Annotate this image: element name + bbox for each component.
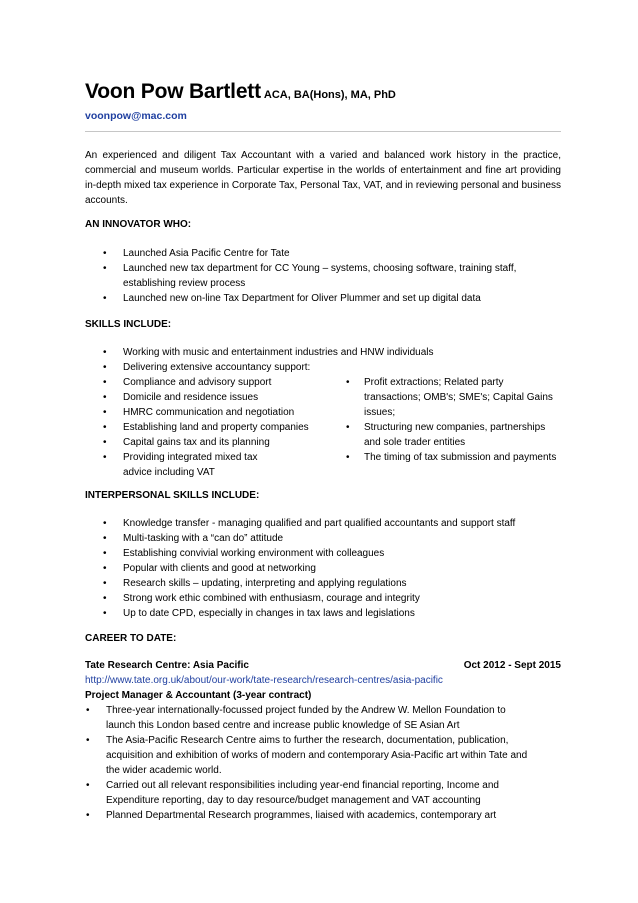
list-item: • Up to date CPD, especially in changes in tax laws and legislations <box>85 606 555 621</box>
interpersonal-list <box>85 516 555 621</box>
job-responsibilities-list <box>68 703 533 823</box>
list-item: • Profit extractions; Related party transactions; OMB's; SME's; Capital Gains issues; <box>342 375 562 420</box>
career-heading: CAREER TO DATE: <box>85 633 177 644</box>
email-link[interactable]: voonpow@mac.com <box>85 110 187 122</box>
employer-url-link[interactable]: http://www.tate.org.uk/about/our-work/tate-research/research-centres/asia-pacific <box>85 675 443 686</box>
innovator-heading: AN INNOVATOR WHO: <box>85 219 192 230</box>
resume-header <box>85 80 561 104</box>
list-item: • HMRC communication and negotiation <box>85 405 325 420</box>
list-item: • The Asia-Pacific Research Centre aims to further the research, documentation, publication, acquisition and exhibition of works of modern and contemporary Asia-Pacific art within Tate and the wider academic world. <box>68 733 533 778</box>
list-item: • Establishing convivial working environment with colleagues <box>85 546 555 561</box>
list-item: • Planned Departmental Research programmes, liaised with academics, contemporary art <box>68 808 533 823</box>
list-item: • Domicile and residence issues <box>85 390 325 405</box>
skills-list <box>85 345 545 375</box>
list-item: • Structuring new companies, partnerships and sole trader entities <box>342 420 562 450</box>
candidate-name: Voon Pow Bartlett <box>85 80 261 103</box>
employer-name: Tate Research Centre: Asia Pacific <box>85 660 249 671</box>
summary-paragraph: An experienced and diligent Tax Accountant with a varied and balanced work history in the practice, commercial and museum worlds. Particular expertise in the worlds of entertainment and fine art providing in-depth mixed tax experience in Corporate Tax, Personal Tax, VAT, and in reviewing personal and business accounts. <box>85 150 561 206</box>
list-item: • Launched new on-line Tax Department for Oliver Plummer and set up digital data <box>85 291 535 306</box>
skills-left-column <box>85 375 325 480</box>
skills-right-column <box>342 375 562 465</box>
list-item: • Capital gains tax and its planning <box>85 435 325 450</box>
list-item: • Delivering extensive accountancy support: <box>85 360 545 375</box>
employment-dates: Oct 2012 - Sept 2015 <box>463 660 561 671</box>
skills-heading: SKILLS INCLUDE: <box>85 319 172 330</box>
list-item: • Popular with clients and good at networking <box>85 561 555 576</box>
job-title-row <box>85 658 561 673</box>
list-item: • Launched new tax department for CC Young – systems, choosing software, training staff, establishing review process <box>85 261 535 291</box>
header-divider <box>85 131 561 132</box>
list-item: • Strong work ethic combined with enthusiasm, courage and integrity <box>85 591 555 606</box>
list-item: • Three-year internationally-focussed project funded by the Andrew W. Mellon Foundation to launch this London based centre and increase public knowledge of SE Asian Art <box>68 703 533 733</box>
list-item: • Launched Asia Pacific Centre for Tate <box>85 246 535 261</box>
list-item: • Working with music and entertainment industries and HNW individuals <box>85 345 545 360</box>
job-role: Project Manager & Accountant (3-year contract) <box>85 690 312 701</box>
list-item: • Carried out all relevant responsibilities including year-end financial reporting, Income and Expenditure reporting, day to day resource/budget management and VAT accounting <box>68 778 533 808</box>
list-item: • Knowledge transfer - managing qualified and part qualified accountants and support staff <box>85 516 555 531</box>
list-item: • Multi-tasking with a “can do” attitude <box>85 531 555 546</box>
innovator-list <box>85 246 535 306</box>
list-item: • The timing of tax submission and payments <box>342 450 562 465</box>
list-item: • Establishing land and property companies <box>85 420 325 435</box>
list-item: • Providing integrated mixed tax advice including VAT <box>85 450 325 480</box>
qualifications: ACA, BA(Hons), MA, PhD <box>263 89 396 101</box>
interpersonal-heading: INTERPERSONAL SKILLS INCLUDE: <box>85 490 260 501</box>
list-item: • Compliance and advisory support <box>85 375 325 390</box>
list-item: • Research skills – updating, interpreting and applying regulations <box>85 576 555 591</box>
